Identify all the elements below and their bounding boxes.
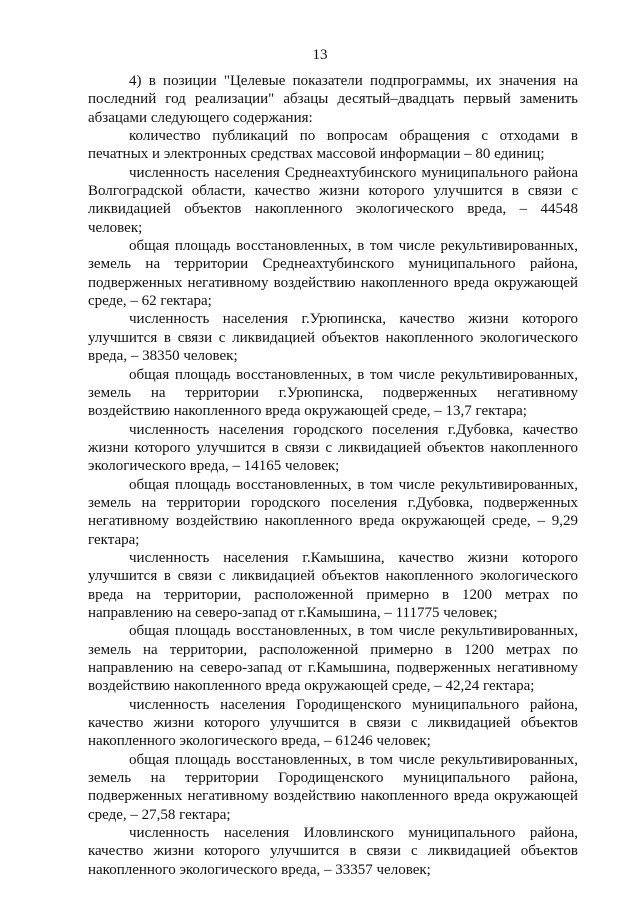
paragraph-uryupinsk-population: численность населения г.Урюпинска, качество жизни которого улучшится в связи с ликвидацией объектов накопленного экологического вреда, – 38350 человек; <box>88 311 578 365</box>
paragraph-gorodishchensky-population: численность населения Городищенского муниципального района, качество жизни которого улучшится в связи с ликвидацией объектов накопленного экологического вреда, – 61246 человек; <box>88 696 578 750</box>
paragraph-kamyshin-area: общая площадь восстановленных, в том числе рекультивированных, земель на территории, расположенной примерно в 1200 метрах по направлению на северо-запад от г.Камышина, подверженных негативному воздействию накопленного вреда окружающей среде, – 42,24 гектара; <box>88 623 578 695</box>
paragraph-dubovka-area: общая площадь восстановленных, в том числе рекультивированных, земель на территории городского поселения г.Дубовка, подверженных негативному воздействию накопленного вреда окружающей среде, – 9,29 гектара; <box>88 476 578 548</box>
paragraph-publications-count: количество публикаций по вопросам обращения с отходами в печатных и электронных средствах массовой информации – 80 единиц; <box>88 128 578 163</box>
paragraph-gorodishchensky-area: общая площадь восстановленных, в том числе рекультивированных, земель на территории Городищенского муниципального района, подверженных негативному воздействию накопленного вреда окружающей среде, – 27,58 гектара; <box>88 751 578 823</box>
paragraph-uryupinsk-area: общая площадь восстановленных, в том числе рекультивированных, земель на территории г.Урюпинска, подверженных негативному воздействию накопленного вреда окружающей среде, – 13,7 гектара; <box>88 366 578 420</box>
paragraph-dubovka-population: численность населения городского поселения г.Дубовка, качество жизни которого улучшится в связи с ликвидацией объектов накопленного экологического вреда, – 14165 человек; <box>88 421 578 475</box>
document-body <box>88 72 578 879</box>
paragraph-ilovlinsky-population: численность населения Иловлинского муниципального района, качество жизни которого улучшится в связи с ликвидацией объектов накопленного экологического вреда, – 33357 человек; <box>88 825 578 878</box>
page-number: 13 <box>312 47 328 63</box>
paragraph-sredneakhtubinsky-area: общая площадь восстановленных, в том числе рекультивированных, земель на территории Среднеахтубинского муниципального района, подверженных негативному воздействию накопленного вреда окружающей среде, – 62 гектара; <box>88 238 578 310</box>
paragraph-instruction: 4) в позиции "Целевые показатели подпрограммы, их значения на последний год реализации" абзацы десятый–двадцать первый заменить абзацами следующего содержания: <box>88 73 578 126</box>
paragraph-kamyshin-population: численность населения г.Камышина, качество жизни которого улучшится в связи с ликвидацией объектов накопленного экологического вреда на территории, расположенной примерно в 1200 метрах по направлению на северо-запад от г.Камышина, – 111775 человек; <box>88 549 578 621</box>
paragraph-sredneakhtubinsky-population: численность населения Среднеахтубинского муниципального района Волгоградской области, качество жизни которого улучшится в связи с ликвидацией объектов накопленного экологического вреда, – 44548 человек; <box>88 164 578 236</box>
